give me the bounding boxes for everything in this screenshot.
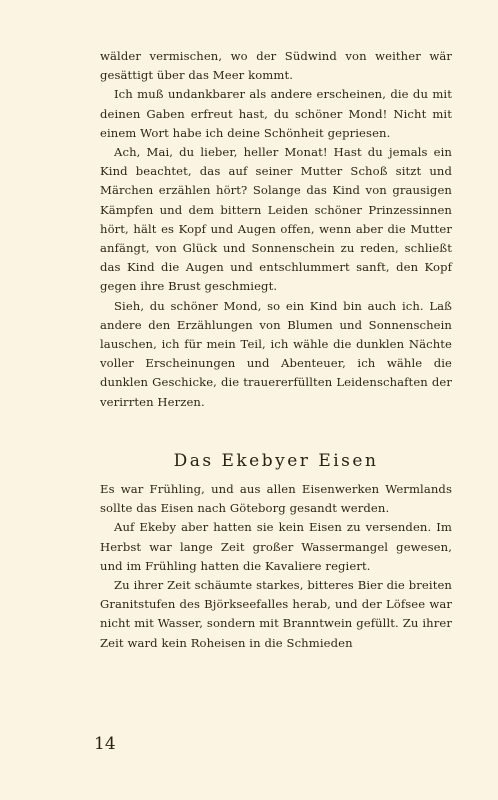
paragraph: Ich muß undankbarer als andere erscheinen, die du mit deinen Gaben erfreut hast, du schöner Mond! Nicht mit einem Wort habe ich deine Schönheit gepriesen.: [100, 87, 452, 140]
paragraph: Auf Ekeby aber hatten sie kein Eisen zu versenden. Im Herbst war lange Zeit großer Wassermangel gewesen, und im Frühling hatten die Kavaliere regiert.: [100, 520, 452, 573]
paragraph: Ach, Mai, du lieber, heller Monat! Hast du jemals ein Kind beachtet, das auf seiner Mutter Schoß sitzt und Märchen erzählen hört? Solange das Kind von grausigen Kämpfen und dem bittern Leiden schöner Prinzessinnen hört, hält es Kopf und Augen offen, wenn aber die Mutter anfängt, von Glück und Sonnenschein zu reden, schließt das Kind die Augen und entschlummert sanft, den Kopf gegen ihre Brust geschmiegt.: [100, 145, 452, 294]
paragraph: wälder vermischen, wo der Südwind von weither wär gesättigt über das Meer kommt.: [100, 49, 452, 83]
paragraph: Zu ihrer Zeit schäumte starkes, bitteres Bier die breiten Granitstufen des Björkseefalles herab, und der Löfsee war nicht mit Wasser, sondern mit Branntwein gefüllt. Zu ihrer Zeit ward kein Roheisen in die Schmieden: [100, 578, 452, 650]
chapter-title: Das Ekebyer Eisen: [173, 451, 379, 471]
page-text-top: [100, 47, 452, 412]
paragraph: Sieh, du schöner Mond, so ein Kind bin auch ich. Laß andere den Erzählungen von Blumen und Sonnenschein lauschen, ich für mein Teil, ich wähle die dunklen Nächte voller Erscheinungen und Abenteuer, ich wähle die dunklen Geschicke, die trauererfüllten Leidenschaften der verirrten Herzen.: [100, 298, 452, 409]
page-text-bottom: [100, 480, 452, 653]
paragraph: Es war Frühling, und aus allen Eisenwerken Wermlands sollte das Eisen nach Göteborg gesandt werden.: [100, 482, 452, 516]
page-number: 14: [94, 734, 116, 754]
